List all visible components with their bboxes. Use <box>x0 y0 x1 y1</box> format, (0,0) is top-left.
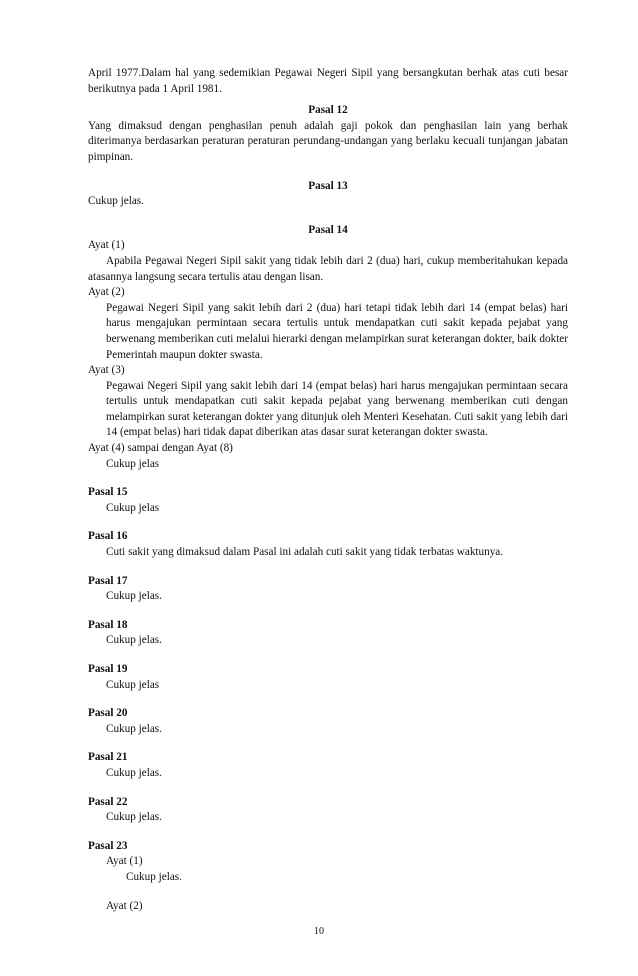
pasal-18-text: Cukup jelas. <box>106 634 162 647</box>
pasal-16-heading: Pasal 16 <box>88 530 128 543</box>
pasal-15-text: Cukup jelas <box>106 501 160 514</box>
pasal-12-heading: Pasal 12 <box>308 104 348 117</box>
pasal-14-ayat-1-text: Apabila Pegawai Negeri Sipil sakit yang tidak lebih dari 2 (dua) hari, cukup memberitahukan kepada atasannya langsung secara tertulis atau dengan lisan. <box>88 254 568 283</box>
pasal-20-text: Cukup jelas. <box>106 722 162 735</box>
pasal-14-ayat-3-text: Pegawai Negeri Sipil yang sakit lebih dari 14 (empat belas) hari harus mengajukan permintaan secara tertulis untuk mendapatkan cuti sakit kepada pejabat yang berwenang memberikan cuti dengan melampirkan surat keterangan dokter yang ditunjuk oleh Menteri Kesehatan. Cuti sakit yang lebih dari 14 (empat belas) hari tidak dapat diberikan atas dasar surat keterangan dokter swasta. <box>106 379 568 439</box>
pasal-13-heading: Pasal 13 <box>308 179 348 192</box>
pasal-17-text: Cukup jelas. <box>106 590 162 603</box>
pasal-19-heading: Pasal 19 <box>88 663 128 675</box>
pasal-15-heading: Pasal 15 <box>88 486 128 499</box>
pasal-23-ayat-1-label: Ayat (1) <box>106 855 143 868</box>
intro-paragraph: April 1977.Dalam hal yang sedemikian Pegawai Negeri Sipil yang bersangkutan berhak atas cuti besar berikutnya pada 1 April 1981. <box>88 67 568 95</box>
pasal-14-ayat-2-label: Ayat (2) <box>88 286 125 299</box>
pasal-22-heading: Pasal 22 <box>88 795 128 808</box>
pasal-21-heading: Pasal 21 <box>88 751 128 764</box>
pasal-14-ayat-2-text: Pegawai Negeri Sipil yang sakit lebih dari 2 (dua) hari tetapi tidak lebih dari 14 (empat belas) hari harus mengajukan permintaan secara tertulis untuk mendapatkan cuti sakit kepada pejabat yang berwenang memberikan cuti melalui hierarki dengan melampirkan surat keterangan dokter, baik dokter Pemerintah maupun dokter swasta. <box>106 301 568 361</box>
pasal-23-ayat-1-text: Cukup jelas. <box>126 870 182 883</box>
pasal-21-text: Cukup jelas. <box>106 766 162 779</box>
pasal-16-text: Cuti sakit yang dimaksud dalam Pasal ini adalah cuti sakit yang tidak terbatas waktunya. <box>106 546 504 559</box>
page-number: 10 <box>314 926 324 937</box>
pasal-17-heading: Pasal 17 <box>88 574 128 587</box>
pasal-22-text: Cukup jelas. <box>106 811 162 824</box>
pasal-23-ayat-2-label: Ayat (2) <box>106 899 143 912</box>
pasal-13-text: Cukup jelas. <box>88 195 144 208</box>
pasal-14-ayat-4-8-text: Cukup jelas <box>106 457 160 470</box>
pasal-14-ayat-3-label: Ayat (3) <box>88 364 125 377</box>
pasal-12-text: Yang dimaksud dengan penghasilan penuh adalah gaji pokok dan penghasilan lain yang berhak diterimanya berdasarkan peraturan peraturan perundang-undangan yang berlaku kecuali tunjangan jabatan pimpinan. <box>88 119 568 163</box>
pasal-18-heading: Pasal 18 <box>88 618 128 631</box>
pasal-19-text: Cukup jelas <box>106 678 160 691</box>
document-page <box>88 66 568 914</box>
pasal-14-ayat-4-8-label: Ayat (4) sampai dengan Ayat (8) <box>88 442 233 455</box>
pasal-20-heading: Pasal 20 <box>88 707 128 720</box>
pasal-23-heading: Pasal 23 <box>88 839 128 852</box>
pasal-14-heading: Pasal 14 <box>308 223 348 236</box>
pasal-14-ayat-1-label: Ayat (1) <box>88 239 125 252</box>
